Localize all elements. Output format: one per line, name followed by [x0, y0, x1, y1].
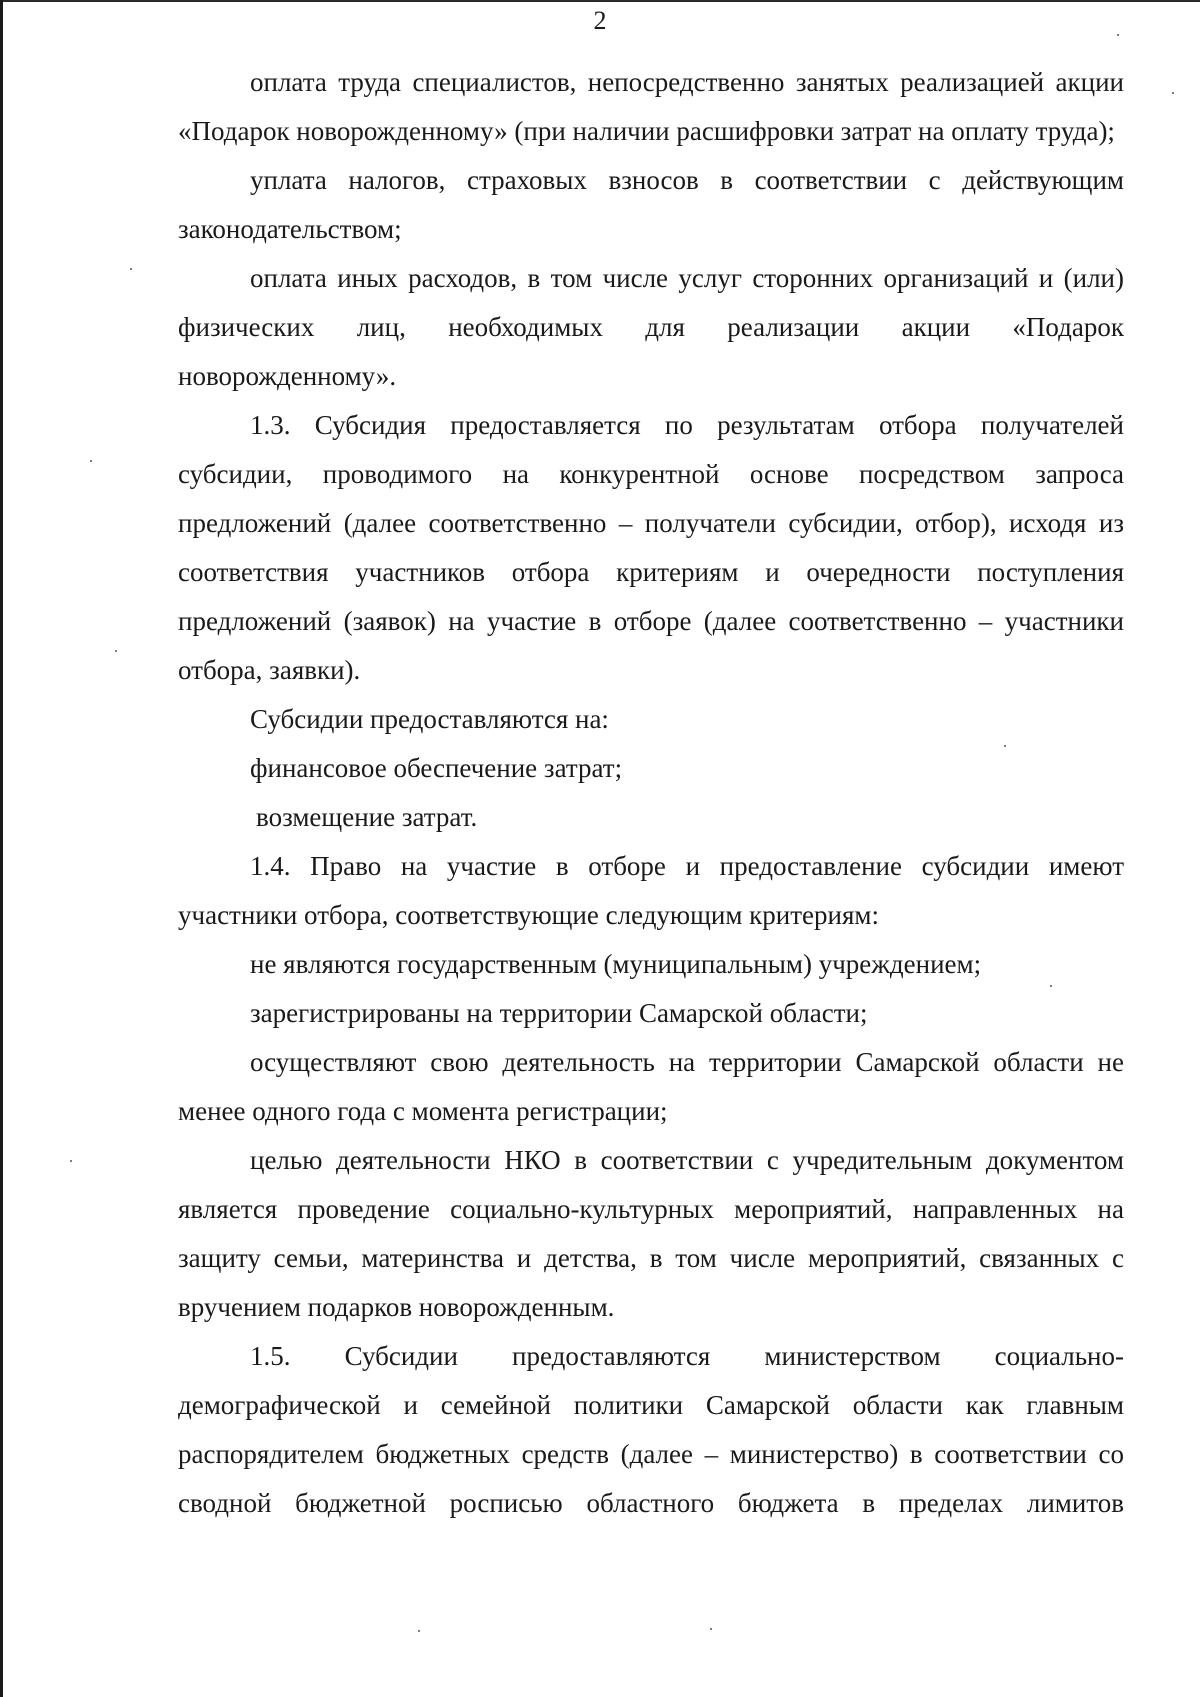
paragraph-1-3: 1.3. Субсидия предоставляется по результатам отбора получателей субсидии, проводимого на конкурентной основе посредством запроса предложений (далее соответственно – получатели субсидии, отбор), исходя из соответствия участников отбора критериям и очередности поступления предложений (заявок) на участие в отборе (далее соответственно – участники отбора, заявки). — [178, 410, 1124, 685]
page-number: 2 — [593, 6, 607, 35]
page-left-edge — [0, 0, 3, 1697]
paragraph-labor-costs: оплата труда специалистов, непосредственно занятых реализацией акции «Подарок новорожденному» (при наличии расшифровки затрат на оплату труда); — [178, 67, 1124, 146]
scan-speck — [1117, 34, 1119, 36]
line-financial-support: финансовое обеспечение затрат; — [250, 753, 623, 783]
line-registered-samara: зарегистрированы на территории Самарской области; — [250, 998, 868, 1028]
scan-speck — [115, 650, 117, 652]
scan-speck — [70, 1160, 72, 1162]
paragraph-1-5: 1.5. Субсидии предоставляются министерством социально-демографической и семейной политики Самарской области как главным распорядителем бюджетных средств (далее – министерство) в соответствии со сводной бюджетной росписью областного бюджета в пределах лимитов — [178, 1341, 1124, 1518]
line-not-state-institution: не являются государственным (муниципальным) учреждением; — [250, 949, 982, 979]
scan-speck — [90, 460, 92, 462]
scan-speck — [710, 1628, 712, 1630]
scan-speck — [1004, 745, 1006, 747]
paragraph-other-expenses: оплата иных расходов, в том числе услуг сторонних организаций и (или) физических лиц, необходимых для реализации акции «Подарок новорожденному». — [178, 263, 1124, 391]
line-reimbursement: возмещение затрат. — [256, 802, 478, 832]
paragraph-activity-duration: осуществляют свою деятельность на территории Самарской области не менее одного года с момента регистрации; — [178, 1047, 1124, 1126]
paragraph-nko-purpose: целью деятельности НКО в соответствии с учредительным документом является проведение социально-культурных мероприятий, направленных на защиту семьи, материнства и детства, в том числе мероприятий, связанных с вручением подарков новорожденным. — [178, 1145, 1124, 1322]
scan-speck — [418, 1630, 420, 1632]
paragraph-1-4: 1.4. Право на участие в отборе и предоставление субсидии имеют участники отбора, соответствующие следующим критериям: — [178, 851, 1124, 930]
paragraph-taxes: уплата налогов, страховых взносов в соответствии с действующим законодательством; — [178, 165, 1124, 244]
line-subsidies-for: Субсидии предоставляются на: — [250, 704, 609, 734]
scan-speck — [130, 268, 132, 270]
scan-speck — [1172, 92, 1174, 94]
scan-speck — [1050, 985, 1052, 987]
document-body — [178, 58, 1124, 1528]
page-top-edge — [0, 0, 1200, 2]
